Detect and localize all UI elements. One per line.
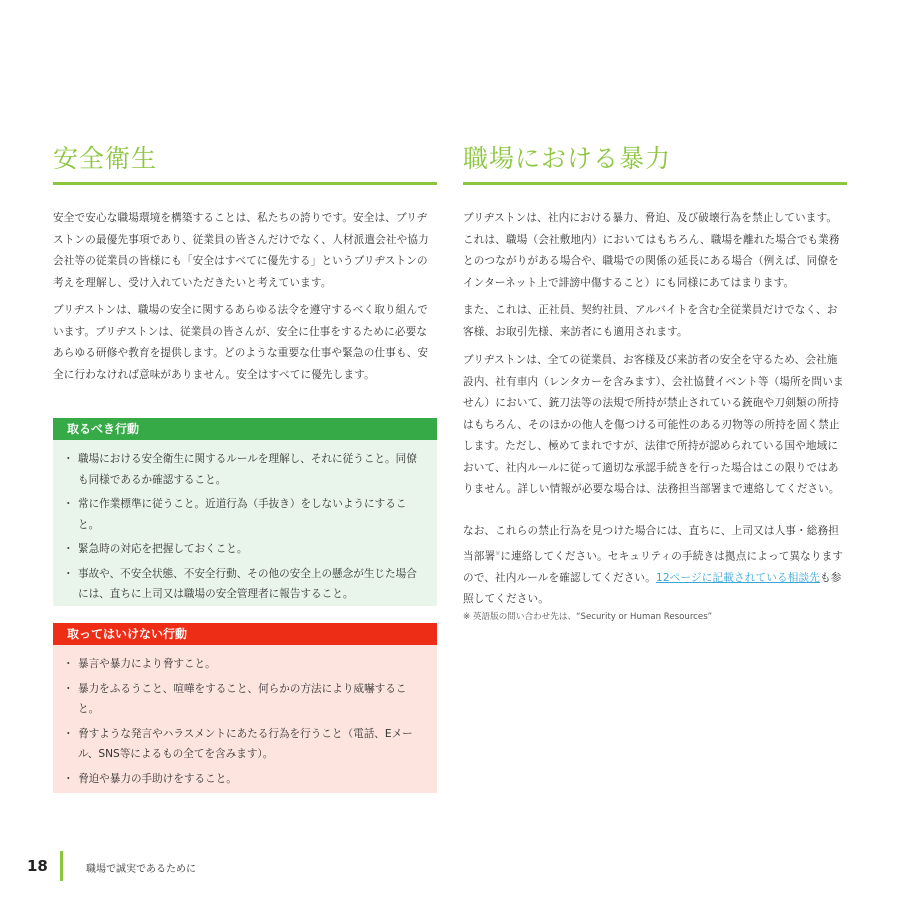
dont-actions-list: [67, 654, 427, 789]
list-item: ・ 緊急時の対応を把握しておくこと。: [67, 539, 427, 560]
paragraph: ブリヂストンは、全ての従業員、お客様及び来訪者の安全を守るため、会社施設内、社有車内（レンタカーを含みます）、会社協賛イベント等（場所を問いません）において、銃刀法等の法規で所持が禁止されている銃砲や刀剣類の所持はもちろん、そのほかの他人を傷つける可能性のある刃物等の所持を固く禁止します。ただし、極めてまれですが、法律で所持が認められている国や地域において、社内ルールに従って適切な承認手続きを行った場合はこの限りではありません。詳しい情報が必要な場合は、法務担当部署まで連絡してください。: [463, 354, 844, 495]
list-item: ・ 脅すような発言やハラスメントにあたる行為を行うこと（電話、Eメール、SNS等によるもの全てを含みます）。: [67, 724, 427, 765]
footer-divider: [60, 851, 63, 881]
contact-text: に連絡してください。セキュリティの手続きは拠点によって異なりますので、社内ルールを確認してください。: [463, 550, 844, 584]
list-item: ・ 暴力をふるうこと、喧嘩をすること、何らかの方法により威嚇すること。: [67, 679, 427, 720]
title-divider: [53, 182, 437, 185]
do-actions-heading: 取るべき行動: [53, 418, 437, 440]
page-number: 18: [27, 857, 48, 875]
section-title-safety-health: 安全衛生: [53, 144, 158, 173]
do-actions-body: [53, 440, 437, 606]
dont-actions-heading: 取ってはいけない行動: [53, 623, 437, 645]
footer-section-title: 職場で誠実であるために: [86, 864, 196, 875]
section-title-workplace-violence: 職場における暴力: [463, 144, 672, 173]
paragraph: また、これは、正社員、契約社員、アルバイトを含む全従業員だけでなく、お客様、お取引先様、来訪者にも適用されます。: [463, 304, 838, 338]
list-item: ・ 職場における安全衛生に関するルールを理解し、それに従うこと。同僚も同様であるか確認すること。: [67, 449, 427, 490]
dont-actions-box: [53, 623, 437, 793]
title-divider: [463, 182, 847, 185]
paragraph: ブリヂストンは、社内における暴力、脅迫、及び破壊行為を禁止しています。これは、職場（会社敷地内）においてはもちろん、職場を離れた場合でも業務とのつながりがある場合や、職場での関係の延長にある場合（例えば、同僚をインターネット上で誹謗中傷すること）にも同様にあてはまります。: [463, 212, 840, 289]
paragraph: 安全で安心な職場環境を構築することは、私たちの誇りです。安全は、ブリヂストンの最優先事項であり、従業員の皆さんだけでなく、人材派遣会社や協力会社等の従業員の皆様にも「安全はすべてに優先する」というブリヂストンの考えを理解し、受け入れていただきたいと考えています。: [53, 212, 429, 289]
dont-actions-body: [53, 645, 437, 793]
contact-text: なお、これらの禁止行為を見つけた場合には、直ちに、上司又は人事・総務担当部署: [463, 525, 840, 563]
list-item: ・ 事故や、不安全状態、不安全行動、その他の安全上の懸念が生じた場合には、直ちに上司又は職場の安全管理者に報告すること。: [67, 564, 427, 605]
consultation-page-link[interactable]: 12ページに記載されている相談先: [655, 571, 820, 584]
footnote: ※ 英語版の問い合わせ先は、“Security or Human Resources”: [463, 612, 713, 622]
paragraph: ブリヂストンは、職場の安全に関するあらゆる法令を遵守するべく取り組んでいます。ブリヂストンは、従業員の皆さんが、安全に仕事をするために必要なあらゆる研修や教育を提供します。どのような重要な仕事や緊急の仕事も、安全に行わなければ意味がありません。安全はすべてに優先します。: [53, 304, 429, 381]
footnote-marker: ※: [495, 549, 501, 557]
contact-text: も参照してください。: [463, 571, 842, 606]
list-item: ・ 常に作業標準に従うこと。近道行為（手抜き）をしないようにすること。: [67, 494, 427, 535]
do-actions-box: [53, 418, 437, 606]
paragraph-contact: [463, 521, 847, 611]
do-actions-list: [67, 449, 427, 605]
list-item: ・ 暴言や暴力により脅すこと。: [67, 654, 427, 675]
list-item: ・ 脅迫や暴力の手助けをすること。: [67, 769, 427, 790]
